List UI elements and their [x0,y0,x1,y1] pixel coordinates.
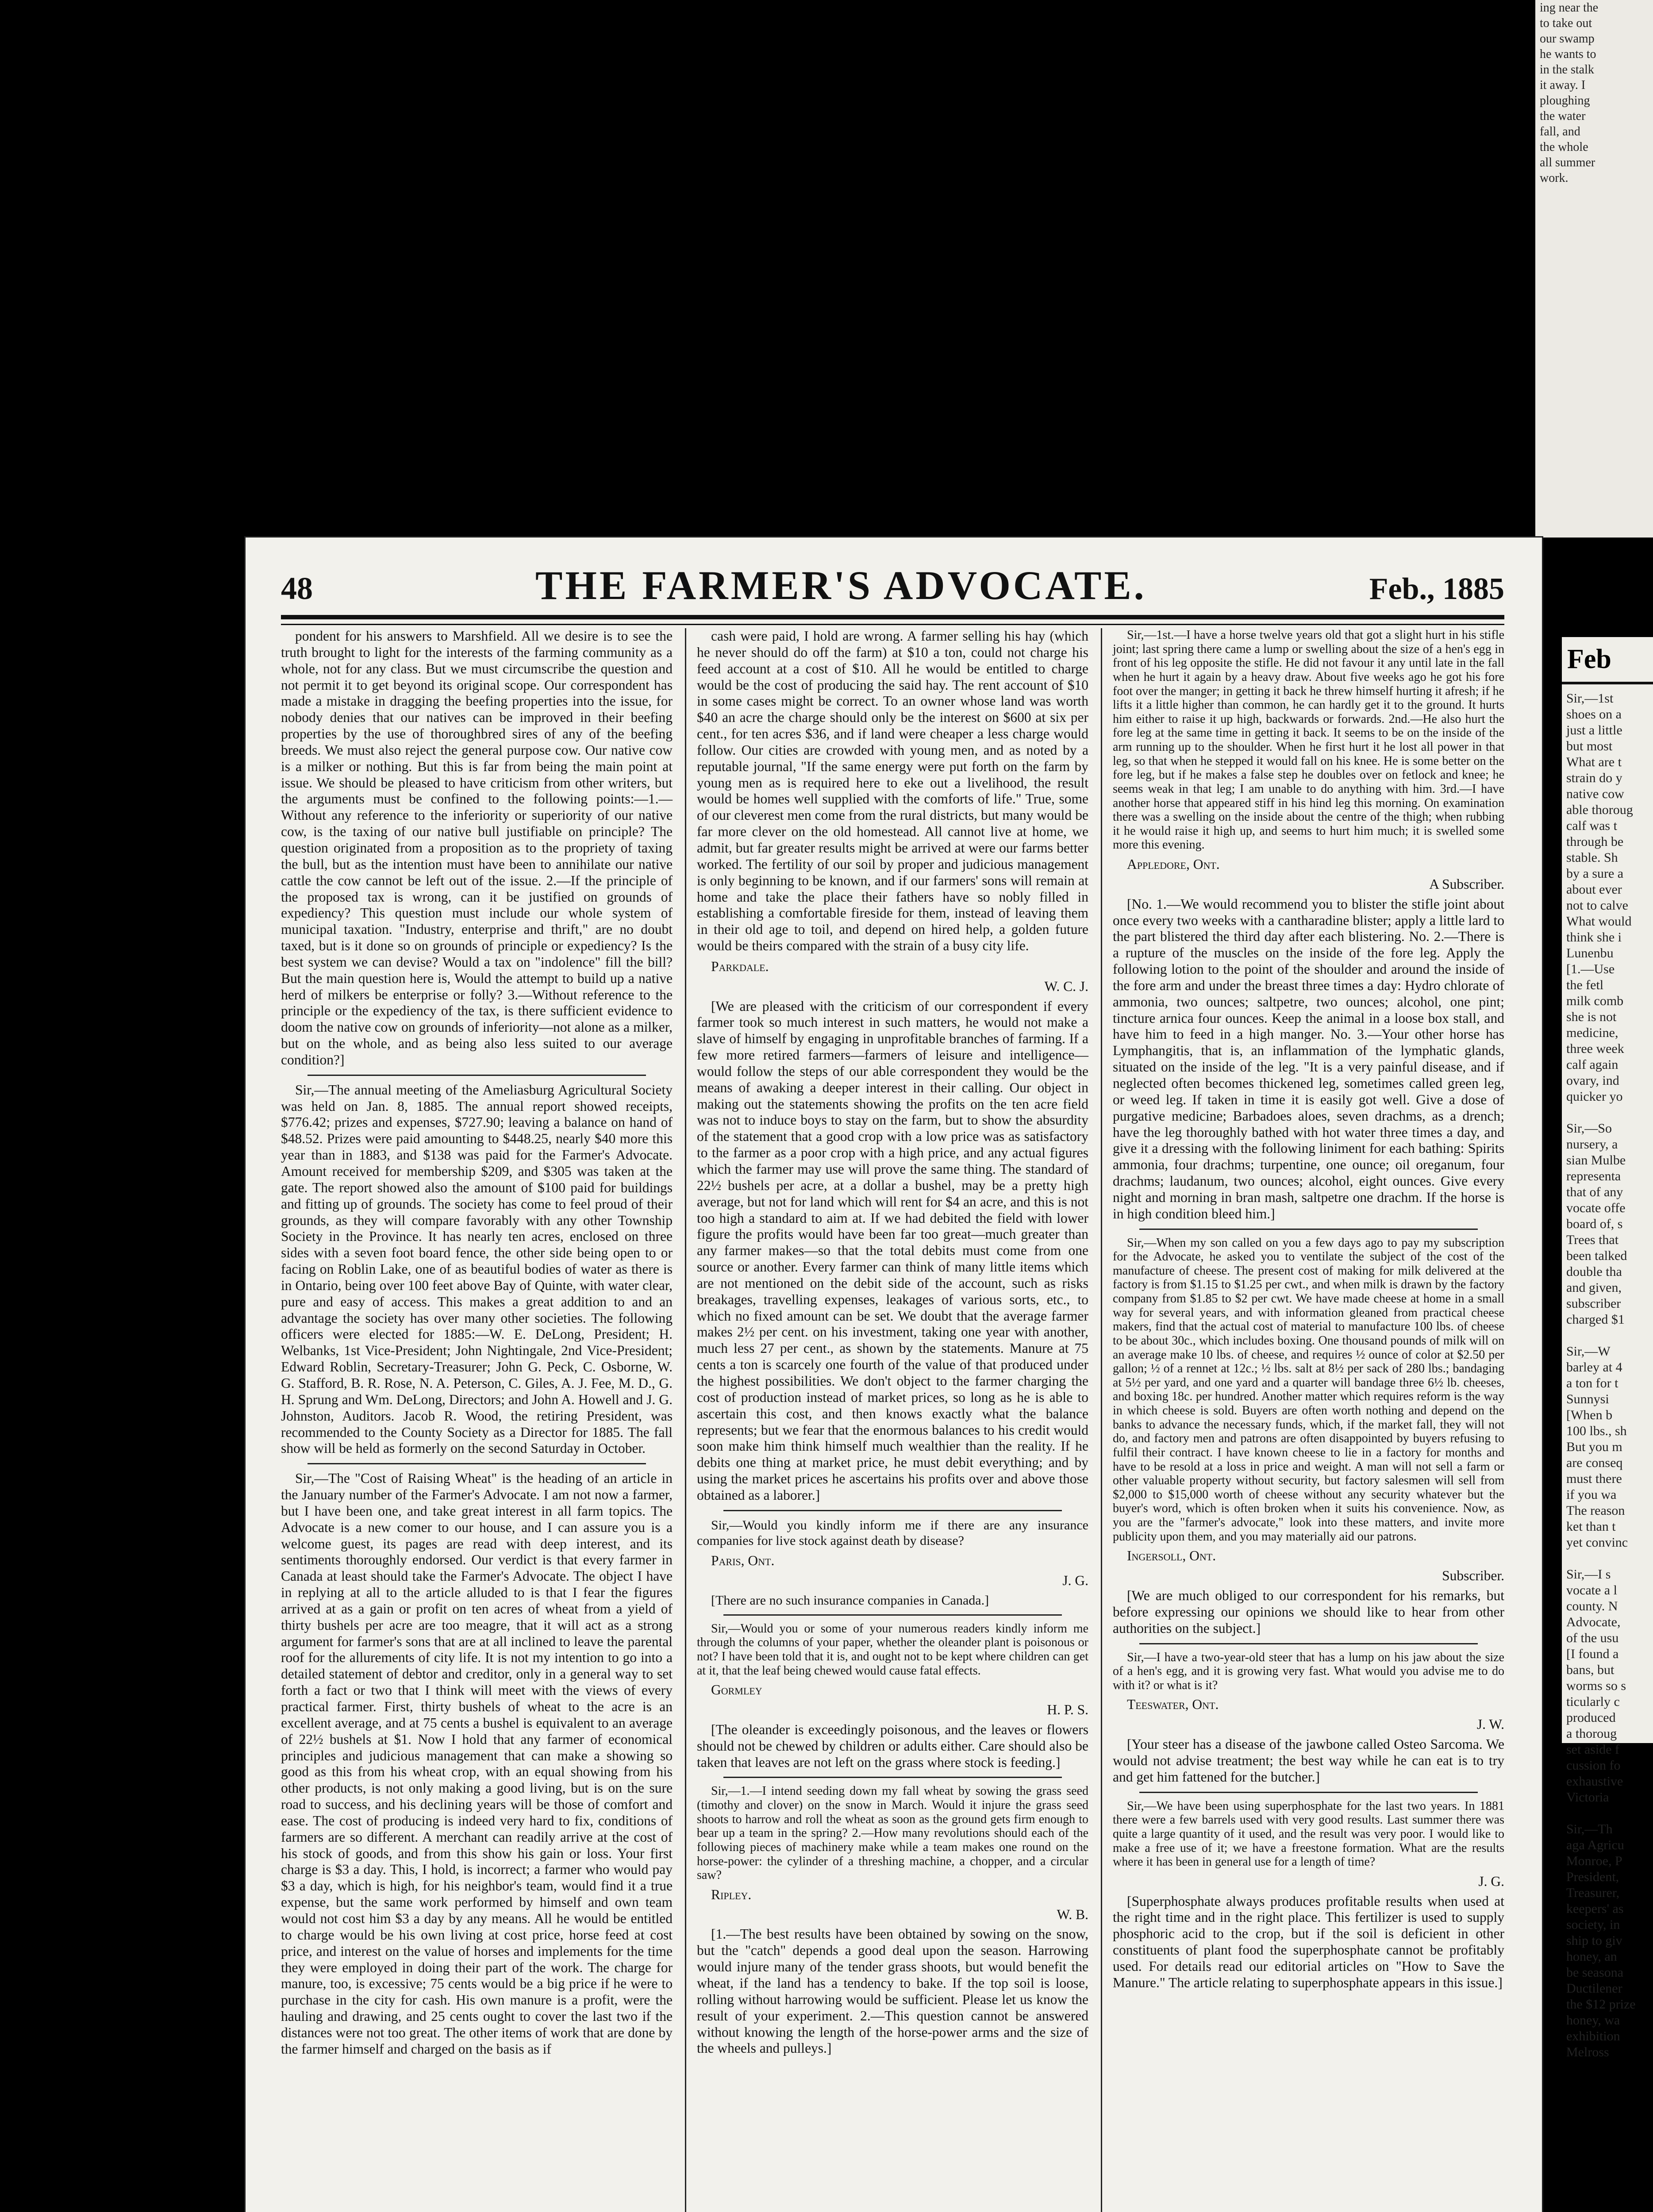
previous-leaf-line: our swamp [1540,32,1595,46]
previous-leaf-line: ing near the [1540,1,1599,15]
adjacent-page-line: milk comb [1566,994,1624,1008]
page-number: 48 [281,571,313,606]
article-paragraph: [Superphosphate always produces profitable results when used at the right time and in the right place. This fertilizer is used to supply phosphoric acid to the crop, but if the soil is deficient in other constituents of plant food the superphosphate cannot be profitably used. For details read our editorial articles on "How to Save the Manure." The article relating to superphosphate appears in this issue.] [1113,1893,1504,1990]
adjacent-page-strip [1562,637,1653,2059]
adjacent-page-line: exhaustive [1566,1774,1623,1789]
adjacent-page-line: board of, s [1566,1217,1623,1231]
adjacent-page-line: the fetl [1566,978,1604,992]
adjacent-page-line: a ton for t [1566,1376,1618,1390]
adjacent-page-line: ship to giv [1566,1933,1622,1948]
column-3 [1101,628,1504,2212]
column-separator-rule [723,1614,1062,1616]
adjacent-page-line: bans, but [1566,1663,1615,1677]
article-paragraph: Sir,—1st.—I have a horse twelve years old that got a slight hurt in his stifle joint; last spring there came a lump or swelling about the size of a hen's egg in front of his leg opposite the stifle. He did not favour it any until late in the fall when he hurt it again by a heavy draw. About five weeks ago he got his fore foot over the manger; in getting it back he threw himself hurting it afresh; if he lifts it a little higher than common, he can hardly get it to the ground. It hurts him either to raise it up high, backwards or forwards. 2nd.—He also hurt the fore leg at the same time in getting it back. It seems to be on the inside of the arm running up to the shoulder. When he first hurt it he lost all power in that leg, so that when he stepped it would fall on his knee. He is some better on the fore leg, but if he makes a false step he doubles over on fetlock and knee; he seems weak in that leg; I am unable to do anything with him. 3rd.—I have another horse that appeared stiff in his hind leg this morning. On examination there was a swelling on the inside about the centre of the thigh; when rubbing it he would raise it high up, and seems to hurt him much; it is swelled some more this evening. [1113,628,1504,852]
adjacent-page-line: Treasurer, [1566,1886,1620,1900]
letter-signature: Subscriber. [1442,1568,1504,1584]
letter-location: Parkdale. [711,958,769,974]
article-paragraph: Sir,—The "Cost of Raising Wheat" is the heading of an article in the January number of the Farmer's Advocate. I am not now a farmer, but I have been one, and take great interest in all farm topics. The Advocate is a new comer to our house, and I can assure you is a welcome guest, its pages are read with deep interest, and its sentiments thoroughly endorsed. Our verdict is that every farmer in Canada at least should take the Farmer's Advocate. The object I have in replying at all to the article alluded to is that I fear the figures arrived at as a gain or profit on ten acres of wheat from a yield of thirty bushels per acre are too meagre, that it will act as a strong argument for farmer's sons that are at all inclined to leave the parental roof for the allurements of city life. It is not my intention to go into a detailed statement of debtor and creditor, only in a general way to set forth a fact or two that I think will meet with the views of every practical farmer. First, thirty bushels of wheat to the acre is an excellent average, and at 75 cents a bushel is equivalent to an average of 22½ bushels at $1. Now I hold that any farmer of economical principles and judicious management that can make a showing so good as this from his wheat crop, with an equal showing from his other products, is not only making a good living, but is on the sure road to success, and his declining years will be those of comfort and ease. The cost of producing is indeed very hard to fix, conditions of farmers are so different. A merchant can readily arrive at the cost of his stock of goods, and from this show his gain or loss. Your first charge is $3 a day. This, I hold, is incorrect; a farmer who would pay $3 a day, which is high, for his neighbor's team, would find it a true expense, but the same work performed by himself and own team would not cost him $3 a day by any means. All he would be entitled to charge would be his own living at cost price, horse feed at cost price, and interest on the value of horses and implements for the time they were employed in doing their part of the work. The charge for manure, too, is excessive; 75 cents would be a big price if he were to purchase in the city for cash. His own manure is a profit, were the hauling and drawing, and 25 cents ought to cover the last two if the distances were not too great. The other items of work that are done by the farmer himself and charged on the basis as if [281,1471,673,2057]
adjacent-page-line: calf again [1566,1057,1618,1072]
adjacent-page-line: are conseq [1566,1455,1623,1470]
article-paragraph: [1.—The best results have been obtained by sowing on the snow, but the "catch" depends a good deal upon the season. Harrowing would injure many of the tender grass shoots, but would benefit the wheat, if the land has a tendency to bake. If the top soil is loose, rolling without harrowing would be sufficient. Please let us know the result of your experiment. 2.—This question cannot be answered without knowing the length of the horse-power arms and the size of the wheels and pulleys.] [697,1926,1088,2056]
letter-signature: A Subscriber. [1429,876,1504,892]
adjacent-page-line: but most [1566,739,1613,753]
adjacent-page-line: sian Mulbe [1566,1153,1626,1167]
adjacent-page-line: society, in [1566,1917,1620,1932]
adjacent-page-line: charged $1 [1566,1312,1625,1327]
article-paragraph: Sir,—I have a two-year-old steer that has a lump on his jaw about the size of a hen's egg, and it is growing very fast. What would you advise me to do with it? or what is it? [1113,1650,1504,1692]
adjacent-page-line: Trees that [1566,1233,1619,1247]
letter-location: Ripley. [711,1886,752,1902]
adjacent-page-line: produced [1566,1710,1616,1725]
letter-location: Teeswater, Ont. [1127,1697,1219,1713]
adjacent-page-line: Sunnysi [1566,1392,1609,1406]
article-paragraph: [There are no such insurance companies in Canada.] [711,1593,989,1608]
adjacent-page-line: not to calve [1566,898,1628,913]
article-paragraph: [The oleander is exceedingly poisonous, and the leaves or flowers should not be chewed by children or adults either. Care should also be taken that leaves are not left on the grass where stock is feeding.] [697,1721,1088,1770]
adjacent-page-line: be seasona [1566,1965,1624,1980]
letter-signature: W. B. [1057,1906,1088,1922]
adjacent-page-line: cussion fo [1566,1758,1621,1773]
adjacent-page-line: medicine, [1566,1025,1618,1040]
adjacent-page-line: honey, an [1566,1949,1617,1964]
adjacent-page-line: native cow [1566,787,1624,801]
article-paragraph: Sir,—We have been using superphosphate for the last two years. In 1881 there were a few barrels used with very good results. Last summer there was quite a large quantity of it used, and the result was very poor. I would like to make a free use of it; we have a freestone formation. What are the results where it has been in general use for a length of time? [1113,1799,1504,1869]
page-header [281,562,1504,619]
letter-location: Appledore, Ont. [1127,856,1220,872]
previous-leaf-line: all summer [1540,156,1595,169]
previous-leaf-line: the whole [1540,140,1588,154]
article-paragraph: [We are much obliged to our correspondent for his remarks, but before expressing our opinions we should like to hear from other authorities on the subject.] [1113,1588,1504,1636]
adjacent-page-line: quicker yo [1566,1089,1623,1104]
newspaper-page [246,538,1542,2212]
adjacent-page-line: set aside f [1566,1742,1619,1757]
adjacent-page-line: yet convinc [1566,1535,1628,1550]
previous-leaf-line: to take out [1540,16,1592,30]
adjacent-page-line: ticularly c [1566,1694,1620,1709]
adjacent-page-line: subscriber [1566,1296,1621,1311]
column-separator-rule [723,1510,1062,1511]
adjacent-page-line: Sir,—W [1566,1344,1611,1359]
adjacent-page-line: What would [1566,914,1632,929]
adjacent-page-line: if you wa [1566,1487,1617,1502]
adjacent-page-line: Advocate, [1566,1615,1621,1629]
adjacent-page-line: that of any [1566,1185,1623,1199]
letter-location: Paris, Ont. [711,1552,775,1568]
header-rule [281,624,1504,625]
adjacent-page-line: through be [1566,834,1624,849]
letter-signature: H. P. S. [1047,1702,1088,1718]
column-2 [685,628,1088,2212]
masthead-title: THE FARMER'S ADVOCATE. [535,563,1147,608]
adjacent-page-line: of the usu [1566,1631,1619,1645]
adjacent-page-line: Monroe, P [1566,1854,1622,1868]
article-columns [281,628,1504,2212]
adjacent-page-line: Sir,—1st [1566,691,1614,706]
adjacent-page-line: Sir,—Th [1566,1822,1613,1836]
previous-leaf-line: it away. I [1540,78,1586,92]
column-separator-rule [723,1777,1062,1778]
article-paragraph: Sir,—1.—I intend seeding down my fall wheat by sowing the grass seed (timothy and clover) on the snow in March. Would it injure the grass seed shoots to harrow and roll the wheat as soon as the ground gets firm enough to bear up a team in the spring? 2.—How many revolutions should each of the following pieces of machinery make while a team makes one round on the horse-power: the cylinder of a threshing machine, a chopper, and a circular saw? [697,1784,1088,1882]
previous-leaf-line: work. [1540,171,1568,185]
letter-signature: J. W. [1476,1717,1504,1732]
adjacent-page-line: Lunenbu [1566,946,1614,960]
page-inner [281,562,1504,2212]
previous-leaf-line: ploughing [1540,94,1590,108]
adjacent-page-line [1566,1805,1649,1821]
adjacent-page-line: President, [1566,1870,1619,1884]
adjacent-page-line: honey, wa [1566,2013,1620,2028]
previous-leaf-line: fall, and [1540,125,1580,138]
adjacent-page-line: strain do y [1566,771,1622,785]
adjacent-page-line: exhibition [1566,2029,1620,2043]
letter-signature: W. C. J. [1044,978,1088,994]
article-paragraph: Sir,—Would you or some of your numerous readers kindly inform me through the columns of your paper, whether the oleander plant is poisonous or not? I have been told that it is, and ought not to be kept where children can get at it, that the leaf being chewed would cause fatal effects. [697,1621,1088,1678]
adjacent-page-line: nursery, a [1566,1137,1618,1152]
previous-leaf-strip [1535,0,1653,538]
adjacent-page-line [1566,1105,1649,1121]
article-paragraph: Sir,—When my son called on you a few days ago to pay my subscription for the Advocate, he asked you to ventilate the subject of the cost of the manufacture of cheese. The present cost of making for milk delivered at the factory is from $1.15 to $1.25 per cwt., and when milk is drawn by the factory company from $1.85 to $2 per cwt. We have made cheese at home in a small way for several years, and with information gleaned from practical cheese makers, find that the actual cost of material to manufacture 100 lbs. of cheese to be about 30c., which includes boxing. One thousand pounds of milk will on an average make 10 lbs. of cheese, and requires ½ ounce of color at $2.50 per gallon; ½ of a rennet at 12c.; ½ lbs. salt at 8½ per sack of 280 lbs.; bandaging at 5½ per yard, and one yard and a quarter will bandage three 6½ lb. cheeses, and boxing 18c. per hundred. Another matter which requires reform is the way in which cheese is sold. Buyers are often worth nothing and depend on the banks to advance the necessary funds, which, if the market fall, they will not do, and factory men and patrons are often disappointed by buyers refusing to fulfil their contract. I have known cheese to lie in a factory for months and have to be resold at a loss in price and weight. A man will not sell a farm or other valuable property without security, but factory salesmen will sell from $2,000 to $15,000 worth of cheese without any security whatever but the buyer's word, which is often broken when it suits his convenience. Now, as you are the "farmer's advocate," look into these matters, and invite more publicity upon them, and you may materially aid our patrons. [1113,1236,1504,1544]
previous-leaf-line: he wants to [1540,47,1596,61]
letter-location: Gormley [711,1682,762,1698]
article-paragraph: [No. 1.—We would recommend you to blister the stifle joint about once every two weeks with a cantharadine blister; apply a little lard to the part blistered the third day after each blistering. No. 2.—There is a rupture of the muscles on the inside of the fore leg. Apply the following lotion to the point of the shoulder and around the inside of the fore arm and under the breast three times a day: Hydro chlorate of ammonia, two ounces; saltpetre, two ounces; alcohol, one pint; tincture arnica four ounces. Keep the animal in a loose box stall, and have him to feed in a high manger. No. 3.—Your other horse has Lymphangitis, that is, an inflammation of the lymphatic glands, situated on the inside of the leg. "It is a very painful disease, and if neglected often becomes thickened leg, sometimes called green leg, or weed leg. If taken in time it is easily got well. Give a dose of purgative medicine; Barbadoes aloes, seven drachms, as a drench; have the leg thoroughly bathed with hot water three times a day, and give it a dressing with the following liniment for each bathing: Spirits ammonia, four drachms; turpentine, one ounce; oil oreganum, four drachms; laudanum, two ounces; alcohol, eight ounces. Give every night and morning in bran mash, saltpetre one drachm. If the horse is in high condition bleed him.] [1113,896,1504,1221]
adjacent-page-line: [I found a [1566,1647,1619,1661]
adjacent-page-line: think she i [1566,930,1622,945]
adjacent-page-heading: Feb [1562,637,1653,684]
column-separator-rule [1139,1643,1478,1644]
adjacent-page-line: three week [1566,1041,1624,1056]
adjacent-page-line: Sir,—So [1566,1121,1612,1136]
column-separator-rule [1139,1229,1478,1230]
letter-location: Ingersoll, Ont. [1127,1548,1216,1564]
letter-signature: J. G. [1062,1572,1088,1588]
adjacent-page-line: aga Agricu [1566,1838,1624,1852]
adjacent-page-line: double tha [1566,1264,1622,1279]
adjacent-page-line: by a sure a [1566,866,1624,881]
adjacent-page-line: able thoroug [1566,803,1633,817]
adjacent-page-line: Victoria [1566,1790,1609,1805]
letter-signature: J. G. [1478,1873,1504,1889]
adjacent-page-line: a thoroug [1566,1726,1617,1741]
adjacent-page-line: must there [1566,1471,1622,1486]
adjacent-page-line: The reason [1566,1503,1625,1518]
adjacent-page-line [1566,1328,1649,1344]
adjacent-page-line: vocate offe [1566,1201,1626,1215]
column-separator-rule [308,1075,646,1076]
adjacent-page-line: ket than t [1566,1519,1616,1534]
adjacent-page-line: about ever [1566,882,1622,897]
adjacent-page-line: been talked [1566,1248,1627,1263]
article-paragraph: [We are pleased with the criticism of our correspondent if every farmer took so much interest in such matters, he would not make a slave of himself by engaging in unprofitable branches of farming. If a few more retired farmers—farmers of leisure and intelligence—would follow the steps of our able correspondent they would be the means of awaking a deeper interest in their calling. Our object in making out the statements showing the profits on the ten acre field was not to induce boys to stay on the farm, but to show the absurdity of the statement that a good crop with a low price was as satisfactory to the farmer as a poor crop with a high price, and any actual figures which the farmer may use will prove the same thing. The standard of 22½ bushels per acre, at a dollar a bushel, may be a pretty high average, but not for land which will rent for $4 an acre, and this is not too high a standard to aim at. If we had debited the field with lower figure the profits would have been far too great—much greater than any farmer makes—so that the total debits must come from one source or another. Every farmer can think of many little items which are not mentioned on the debit side of the account, such as risks breakages, travelling expenses, leakages of various sorts, etc., to which no fixed amount can be set. We doubt that the average farmer makes 2½ per cent. on his investment, taking one year with another, much less 27 per cent., as shown by the statements. Manure at 75 cents a ton is scarcely one fourth of the value of that produced under the highest possibilities. We don't object to the farmer charging the cost of production instead of market prices, so long as he is able to ascertain this cost, and then knows exactly what the balance represents; but we fear that the enormous balances to his credit would soon make him think himself much wealthier than the reality. If he debits one thing at market price, he must debit everything; and by using the market prices he ascertains his profits over and above those obtained as a laborer.] [697,998,1088,1503]
adjacent-page-line: and given, [1566,1280,1622,1295]
adjacent-page-line: But you m [1566,1440,1622,1454]
adjacent-page-line: Ductilener [1566,1981,1622,1996]
article-paragraph: cash were paid, I hold are wrong. A farmer selling his hay (which he never should do off the farm) at $10 a ton, could not charge his feed account at a cost of $10. All he would be entitled to charge would be the cost of producing the said hay. The rent account of $10 in some cases might be correct. To an owner whose land was worth $40 an acre the charge should only be the interest on $600 at six per cent., for ten acres $36, and if land were cheaper a less charge would follow. Our cities are crowded with young men, and as noted by a reputable journal, "If the same energy were put forth on the farm by young men as is required here to eke out a livelihood, the result would be homes well supplied with the comforts of life." True, some of our cleverest men come from the rural districts, but many would be far more clever on the old homestead. All cannot live at home, we admit, but far greater results might be arrived at were our farms better worked. The fertility of our soil by proper and judicious management is only beginning to be known, and if our farmers' sons will remain at home and take the place their fathers have so nobly filled in establishing a comfortable fireside for them, instead of leaving them in their old age to toil, and depend on hired help, a golden future would be theirs compared with the strain of a busy city life. [697,628,1088,954]
column-separator-rule [308,1463,646,1464]
adjacent-page-line: What are t [1566,755,1622,769]
article-paragraph: pondent for his answers to Marshfield. All we desire is to see the truth brought to light for the interests of the farming community as a whole, not for any class. But we must circumscribe the question and not permit it to get beyond its original scope. Our correspondent has made a mistake in dragging the beefing properties into the issue, for nobody denies that our natives can be improved in their beefing properties by the use of thoroughbred sires of any of the beefing breeds. We must also reject the general purpose cow. Our native cow is a milker or nothing. But this is far from being the main point at issue. We should be pleased to have criticism from other writers, but the arguments must be confined to the following points:—1.—Without any reference to the inferiority or superiority of our native cow, is the taxing of our native bull justifiable on principle? The question originated from a proposition as to the propriety of taxing the bull, but as the intention must have been to annihilate our native cattle the cow cannot be left out of the issue. 2.—If the principle of the proposed tax is wrong, can it be justified on grounds of expediency? This question must include our whole system of municipal taxation. "Industry, enterprise and thrift," are no doubt taxed, but is it done so on grounds of principle or expediency? Is the best system we can devise? Would a tax on "indolence" fill the bill? But the main question here is, Would the attempt to build up a native herd of milkers be enterprise or folly? 3.—Without reference to the principle or the expediency of the tax, is there sufficient evidence to doom the native cow on grounds of inferiority—not alone as a milker, but on the whole, and as being also less suited to our average condition?] [281,628,673,1068]
adjacent-page-line: she is not [1566,1010,1617,1024]
adjacent-page-line: barley at 4 [1566,1360,1622,1375]
previous-leaf-line: the water [1540,109,1586,123]
previous-leaf-line: in the stalk [1540,63,1594,77]
adjacent-page-line: just a little [1566,723,1622,737]
adjacent-page-line: Sir,—I s [1566,1567,1611,1582]
issue-date: Feb., 1885 [1369,572,1504,606]
column-1 [281,628,673,2212]
adjacent-page-line: 100 lbs., sh [1566,1424,1627,1438]
adjacent-page-text [1562,684,1653,2066]
article-paragraph: Sir,—Would you kindly inform me if there are any insurance companies for live stock against death by disease? [697,1517,1088,1548]
adjacent-page-line: [When b [1566,1408,1613,1422]
adjacent-page-line: stable. Sh [1566,850,1618,865]
column-separator-rule [1139,1792,1478,1793]
adjacent-page-line: ovary, ind [1566,1073,1619,1088]
adjacent-page-line: vocate a l [1566,1583,1617,1598]
adjacent-page-line: calf was t [1566,818,1617,833]
article-paragraph: Sir,—The annual meeting of the Ameliasburg Agricultural Society was held on Jan. 8, 1885. The annual report showed receipts, $776.42; prizes and expenses, $727.90; leaving a balance on hand of $48.52. Prizes were paid amounting to $448.25, nearly $40 more this year than in 1883, and $138 was paid for the Farmer's Advocate. Amount received for membership $209, and $305 was taken at the gate. The report showed also the amount of $100 paid for buildings and fitting up of grounds. The society has come to feel proud of their grounds, as they will compare favorably with any other Township Society in the Province. It has nearly ten acres, enclosed on three sides with a seven foot board fence, the other side being open to or facing on Roblin Lake, one of as beautiful bodies of water as there is in Ontario, being over 100 feet above Bay of Quinte, with water clear, pure and easy of access. This makes a great addition to and an advantage the society has over many other societies. The following officers were elected for 1885:—W. E. DeLong, President; H. Welbanks, 1st Vice-President; John Nightingale, 2nd Vice-President; Edward Roblin, Secretary-Treasurer; John G. Peck, C. Osborne, W. G. Stafford, B. R. Rose, N. A. Peterson, C. Giles, A. J. Fee, M. D., G. H. Sprung and Wm. DeLong, Directors; and John A. Howell and J. G. Johnston, Auditors. Jacob R. Wood, the retiring President, was recommended to the County Society as a Director for 1885. The fall show will be held as formerly on the second Saturday in October. [281,1082,673,1456]
adjacent-page-line: shoes on a [1566,707,1622,722]
article-paragraph: [Your steer has a disease of the jawbone called Osteo Sarcoma. We would not advise treatment; the best way while he can eat is to try and get him fattened for the butcher.] [1113,1736,1504,1785]
adjacent-page-line: the $12 prize [1566,1997,1636,2012]
adjacent-page-line: [1.—Use [1566,962,1615,976]
adjacent-page-line: Melross [1566,2045,1609,2059]
adjacent-page-line: worms so s [1566,1678,1626,1693]
adjacent-page-line: representa [1566,1169,1621,1183]
adjacent-page-line: keepers' as [1566,1901,1624,1916]
adjacent-page-line: county. N [1566,1599,1618,1613]
adjacent-page-line [1566,1551,1649,1567]
